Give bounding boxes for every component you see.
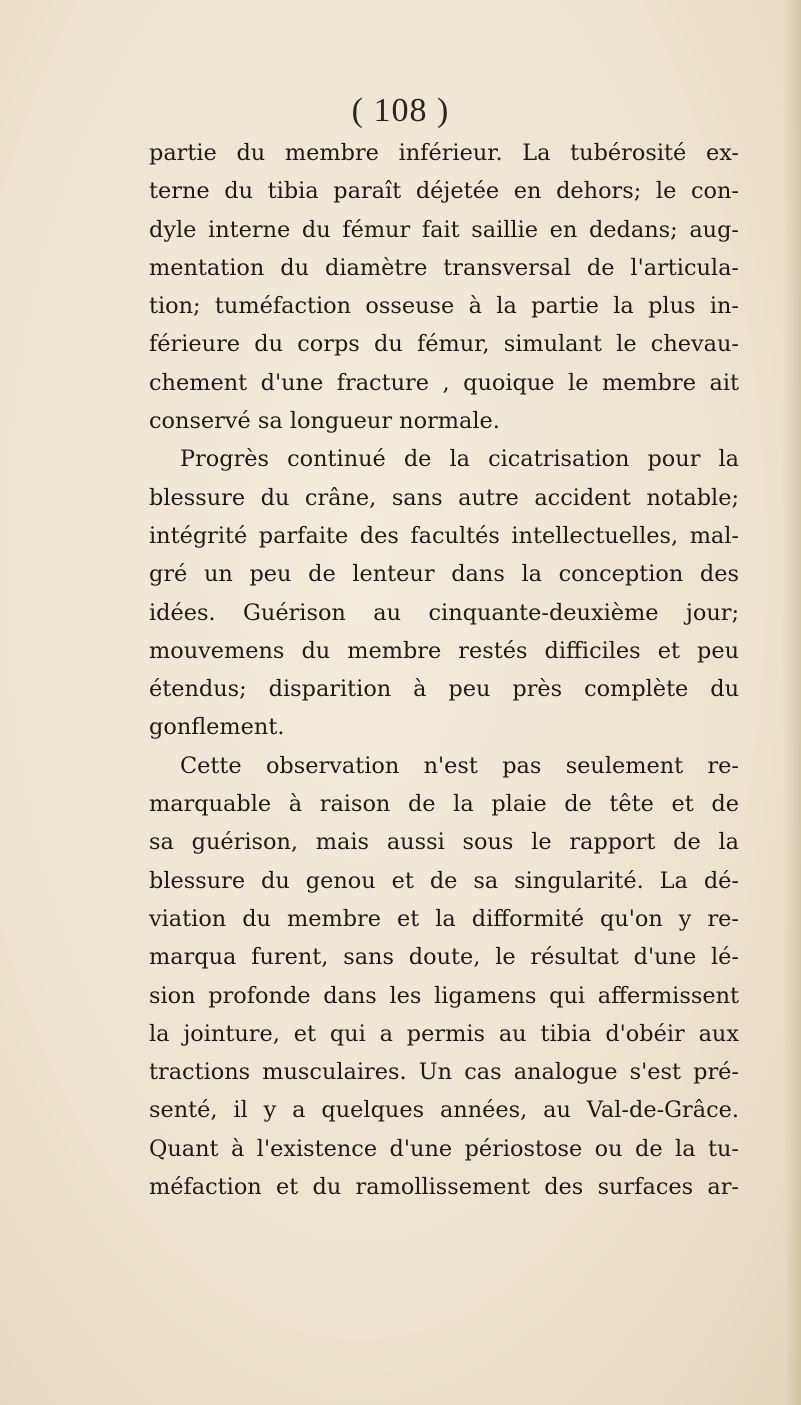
text-line: sa guérison, mais aussi sous le rapport de la: [149, 829, 739, 856]
text-line: Quant à l'existence d'une périostose ou de la tu-: [149, 1135, 739, 1162]
text-line: férieure du corps du fémur, simulant le chevau-: [149, 331, 739, 358]
text-line: intégrité parfaite des facultés intellectuelles, mal-: [149, 522, 739, 549]
text-line: chement d'une fracture , quoique le membre ait: [149, 369, 739, 396]
page-number: ( 108 ): [351, 92, 450, 129]
text-line: mouvemens du membre restés difficiles et peu: [149, 637, 739, 664]
text-line: tion; tuméfaction osseuse à la partie la plus in-: [149, 293, 739, 320]
text-line: dyle interne du fémur fait saillie en dedans; aug-: [149, 216, 739, 243]
text-line: Progrès continué de la cicatrisation pour la: [180, 446, 739, 473]
text-line: blessure du crâne, sans autre accident notable;: [149, 484, 739, 511]
text-line: marqua furent, sans doute, le résultat d'une lé-: [149, 944, 739, 971]
text-line: terne du tibia paraît déjetée en dehors; le con-: [149, 178, 739, 205]
text-line: partie du membre inférieur. La tubérosité ex-: [149, 140, 739, 166]
text-line: blessure du genou et de sa singularité. La dé-: [149, 867, 739, 894]
text-line: gré un peu de lenteur dans la conception des: [149, 561, 739, 588]
text-line: mentation du diamètre transversal de l'articula-: [149, 254, 739, 281]
text-line: gonflement.: [149, 714, 285, 741]
text-line: conservé sa longueur normale.: [149, 408, 500, 435]
text-line: sion profonde dans les ligamens qui affermissent: [149, 982, 739, 1009]
text-line: senté, il y a quelques années, au Val-de-Grâce.: [149, 1097, 739, 1124]
text-line: tractions musculaires. Un cas analogue s'est pré-: [149, 1059, 739, 1086]
text-line: étendus; disparition à peu près complète du: [149, 676, 739, 703]
page-edge-shadow: [783, 0, 801, 1405]
text-line: Cette observation n'est pas seulement re-: [180, 752, 739, 779]
text-line: viation du membre et la difformité qu'on y re-: [149, 905, 739, 932]
body-text: [149, 134, 739, 1206]
text-line: méfaction et du ramollissement des surfaces ar-: [149, 1174, 739, 1201]
text-line: idées. Guérison au cinquante-deuxième jour;: [149, 599, 739, 626]
text-line: la jointure, et qui a permis au tibia d'obéir aux: [149, 1020, 739, 1047]
text-line: marquable à raison de la plaie de tête et de: [149, 791, 739, 818]
